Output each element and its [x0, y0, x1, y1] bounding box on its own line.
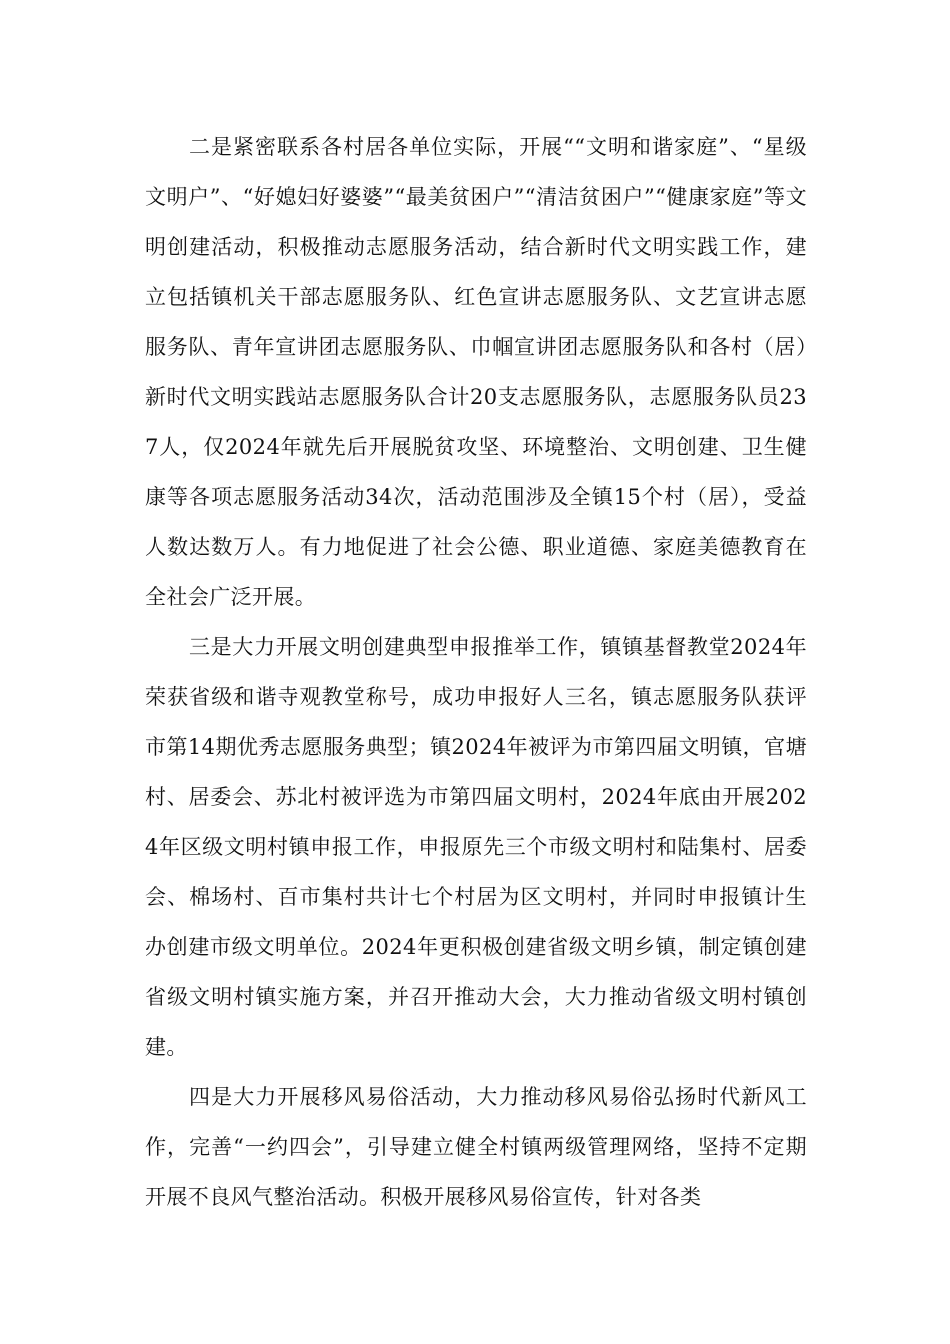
paragraph-customs-reform: 四是大力开展移风易俗活动，大力推动移风易俗弘扬时代新风工作，完善“一约四会”，引导建立健全村镇两级管理网络，坚持不定期开展不良风气整治活动。积极开展移风易俗宣传，针对各类: [145, 1085, 807, 1209]
paragraph-civilization-creation: 三是大力开展文明创建典型申报推举工作，镇镇基督教堂2024年荣获省级和谐寺观教堂称号，成功申报好人三名，镇志愿服务队获评市第14期优秀志愿服务典型；镇2024年被评为市第四届文明镇，官塘村、居委会、苏北村被评选为市第四届文明村，2024年底由开展2024年区级文明村镇申报工作，申报原先三个市级文明村和陆集村、居委会、棉场村、百市集村共计七个村居为区文明村，并同时申报镇计生办创建市级文明单位。2024年更积极创建省级文明乡镇，制定镇创建省级文明村镇实施方案，并召开推动大会，大力推动省级文明村镇创建。: [145, 635, 807, 1059]
paragraph-volunteer-services: 二是紧密联系各村居各单位实际，开展““文明和谐家庭”、“星级文明户”、“好媳妇好婆婆”“最美贫困户”“清洁贫困户”“健康家庭”等文明创建活动，积极推动志愿服务活动，结合新时代文明实践工作，建立包括镇机关干部志愿服务队、红色宣讲志愿服务队、文艺宣讲志愿服务队、青年宣讲团志愿服务队、巾帼宣讲团志愿服务队和各村（居）新时代文明实践站志愿服务队合计20支志愿服务队，志愿服务队员237人，仅2024年就先后开展脱贫攻坚、环境整治、文明创建、卫生健康等各项志愿服务活动34次，活动范围涉及全镇15个村（居），受益人数达数万人。有力地促进了社会公德、职业道德、家庭美德教育在全社会广泛开展。: [145, 135, 807, 609]
document-body: [145, 122, 807, 1222]
